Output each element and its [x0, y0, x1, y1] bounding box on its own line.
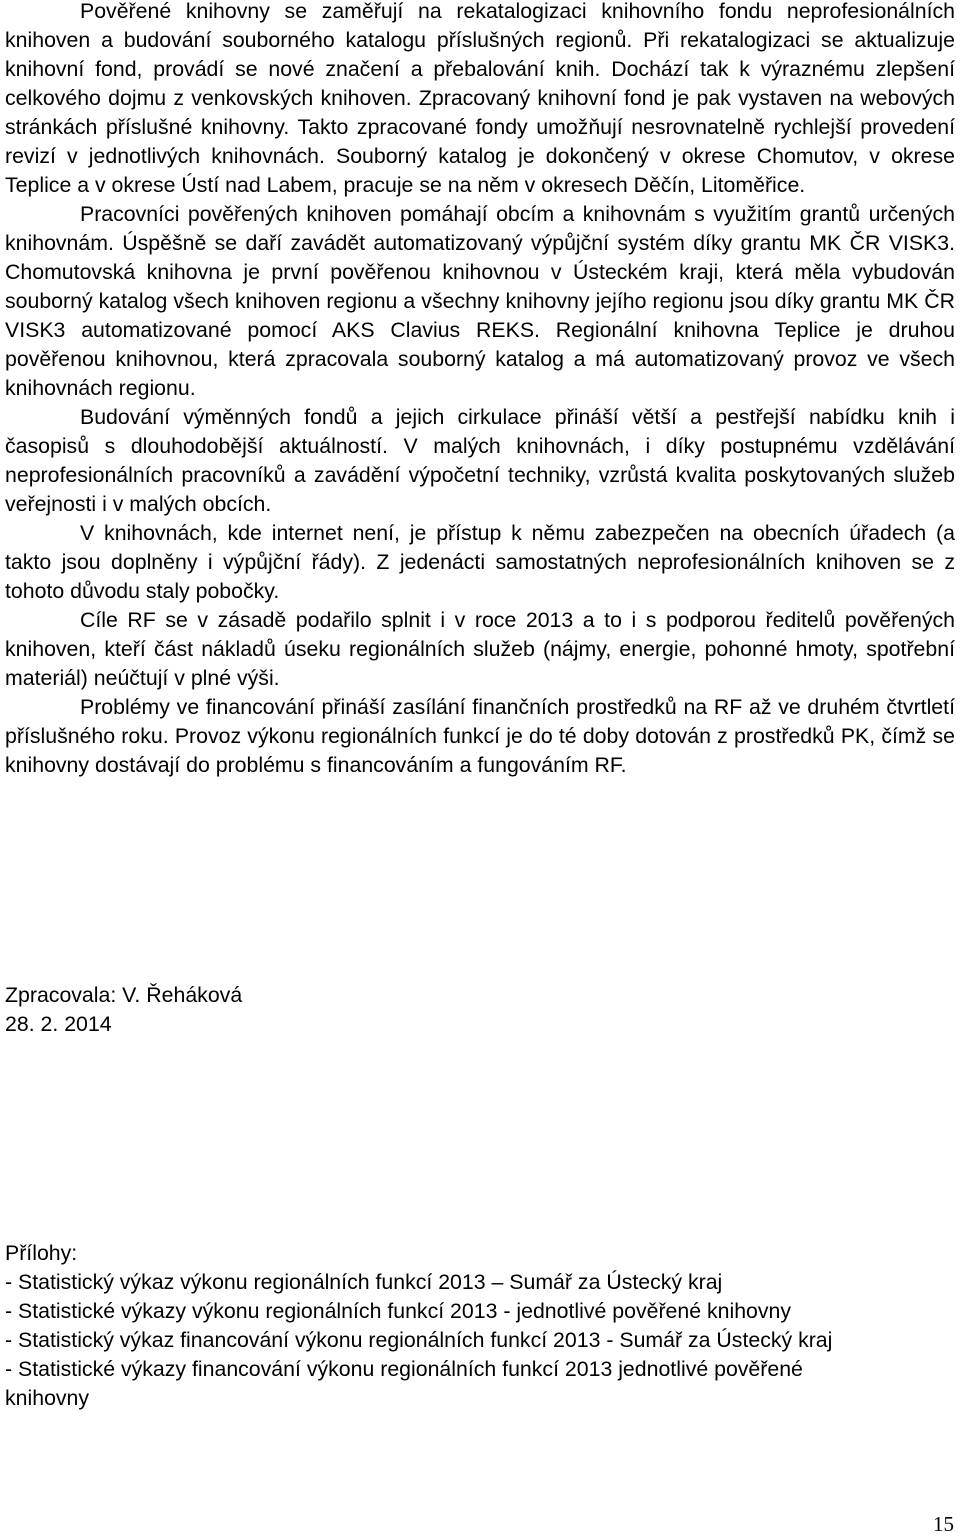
author-line: Zpracovala: V. Řeháková [5, 983, 243, 1007]
attachment-item: - Statistický výkaz financování výkonu regionálních funkcí 2013 - Sumář za Ústecký kraj [5, 1328, 833, 1352]
paragraph-financovani: Problémy ve financování přináší zasílání finančních prostředků na RF až ve druhém čtvrtletí příslušného roku. Provoz výkonu regionálních funkcí je do té doby dotován z prostředků PK, čímž se knihovny dostávají do problému s financováním a fungováním RF. [5, 695, 955, 777]
date-line: 28. 2. 2014 [5, 1012, 112, 1036]
paragraph-rekatalogizace: Pověřené knihovny se zaměřují na rekatalogizaci knihovního fondu neprofesionálních knihoven a budování souborného katalogu příslušných regionů. Při rekatalogizaci se aktualizuje knihovní fond, provádí se nové značení a přebalování knih. Dochází tak k výraznému zlepšení celkového dojmu z venkovských knihoven. Zpracovaný knihovní fond je pak vystaven na webových stránkách příslušné knihovny. Takto zpracované fondy umožňují nesrovnatelně rychlejší provedení revizí v jednotlivých knihovnách. Souborný katalog je dokončený v okrese Chomutov, v okrese Teplice a v okrese Ústí nad Labem, pracuje se na něm v okresech Děčín, Litoměřice. [5, 0, 955, 197]
paragraph-internet: V knihovnách, kde internet není, je přístup k němu zabezpečen na obecních úřadech (a takto jsou doplněny i výpůjční řády). Z jedenácti samostatných neprofesionálních knihoven se z tohoto důvodu staly pobočky. [5, 521, 955, 603]
paragraph-granty: Pracovníci pověřených knihoven pomáhají obcím a knihovnám s využitím grantů určených knihovnám. Úspěšně se daří zavádět automatizovaný výpůjční systém díky grantu MK ČR VISK3. Chomutovská knihovna je první pověřenou knihovnou v Ústeckém kraji, která měla vybudován souborný katalog všech knihoven regionu a všechny knihovny jejího regionu jsou díky grantu MK ČR VISK3 automatizované pomocí AKS Clavius REKS. Regionální knihovna Teplice je druhou pověřenou knihovnou, která zpracovala souborný katalog a má automatizovaný provoz ve všech knihovnách regionu. [5, 202, 955, 400]
paragraph-vymenne-fondy: Budování výměnných fondů a jejich cirkulace přináší větší a pestřejší nabídku knih i časopisů s dlouhodobější aktuálností. V malých knihovnách, i díky postupnému vzdělávání neprofesionálních pracovníků a zavádění výpočetní techniky, vzrůstá kvalita poskytovaných služeb veřejnosti i v malých obcích. [5, 405, 955, 516]
attachment-item: - Statistický výkaz výkonu regionálních funkcí 2013 – Sumář za Ústecký kraj [5, 1270, 723, 1294]
page-number: 15 [933, 1512, 954, 1536]
attachment-item: - Statistické výkazy výkonu regionálních funkcí 2013 - jednotlivé pověřené knihovny [5, 1299, 792, 1323]
attachments-section [5, 1239, 885, 1413]
attachments-heading: Přílohy: [5, 1241, 78, 1265]
paragraph-cile-rf: Cíle RF se v zásadě podařilo splnit i v roce 2013 a to i s podporou ředitelů pověřených knihoven, kteří část nákladů úseku regionálních služeb (nájmy, energie, pohonné hmoty, spotřební materiál) neúčtují v plné výši. [5, 608, 955, 690]
document-body [5, 0, 955, 780]
attachment-item: - Statistické výkazy financování výkonu regionálních funkcí 2013 jednotlivé pověřené knihovny [5, 1357, 803, 1410]
signature-block [5, 981, 242, 1039]
